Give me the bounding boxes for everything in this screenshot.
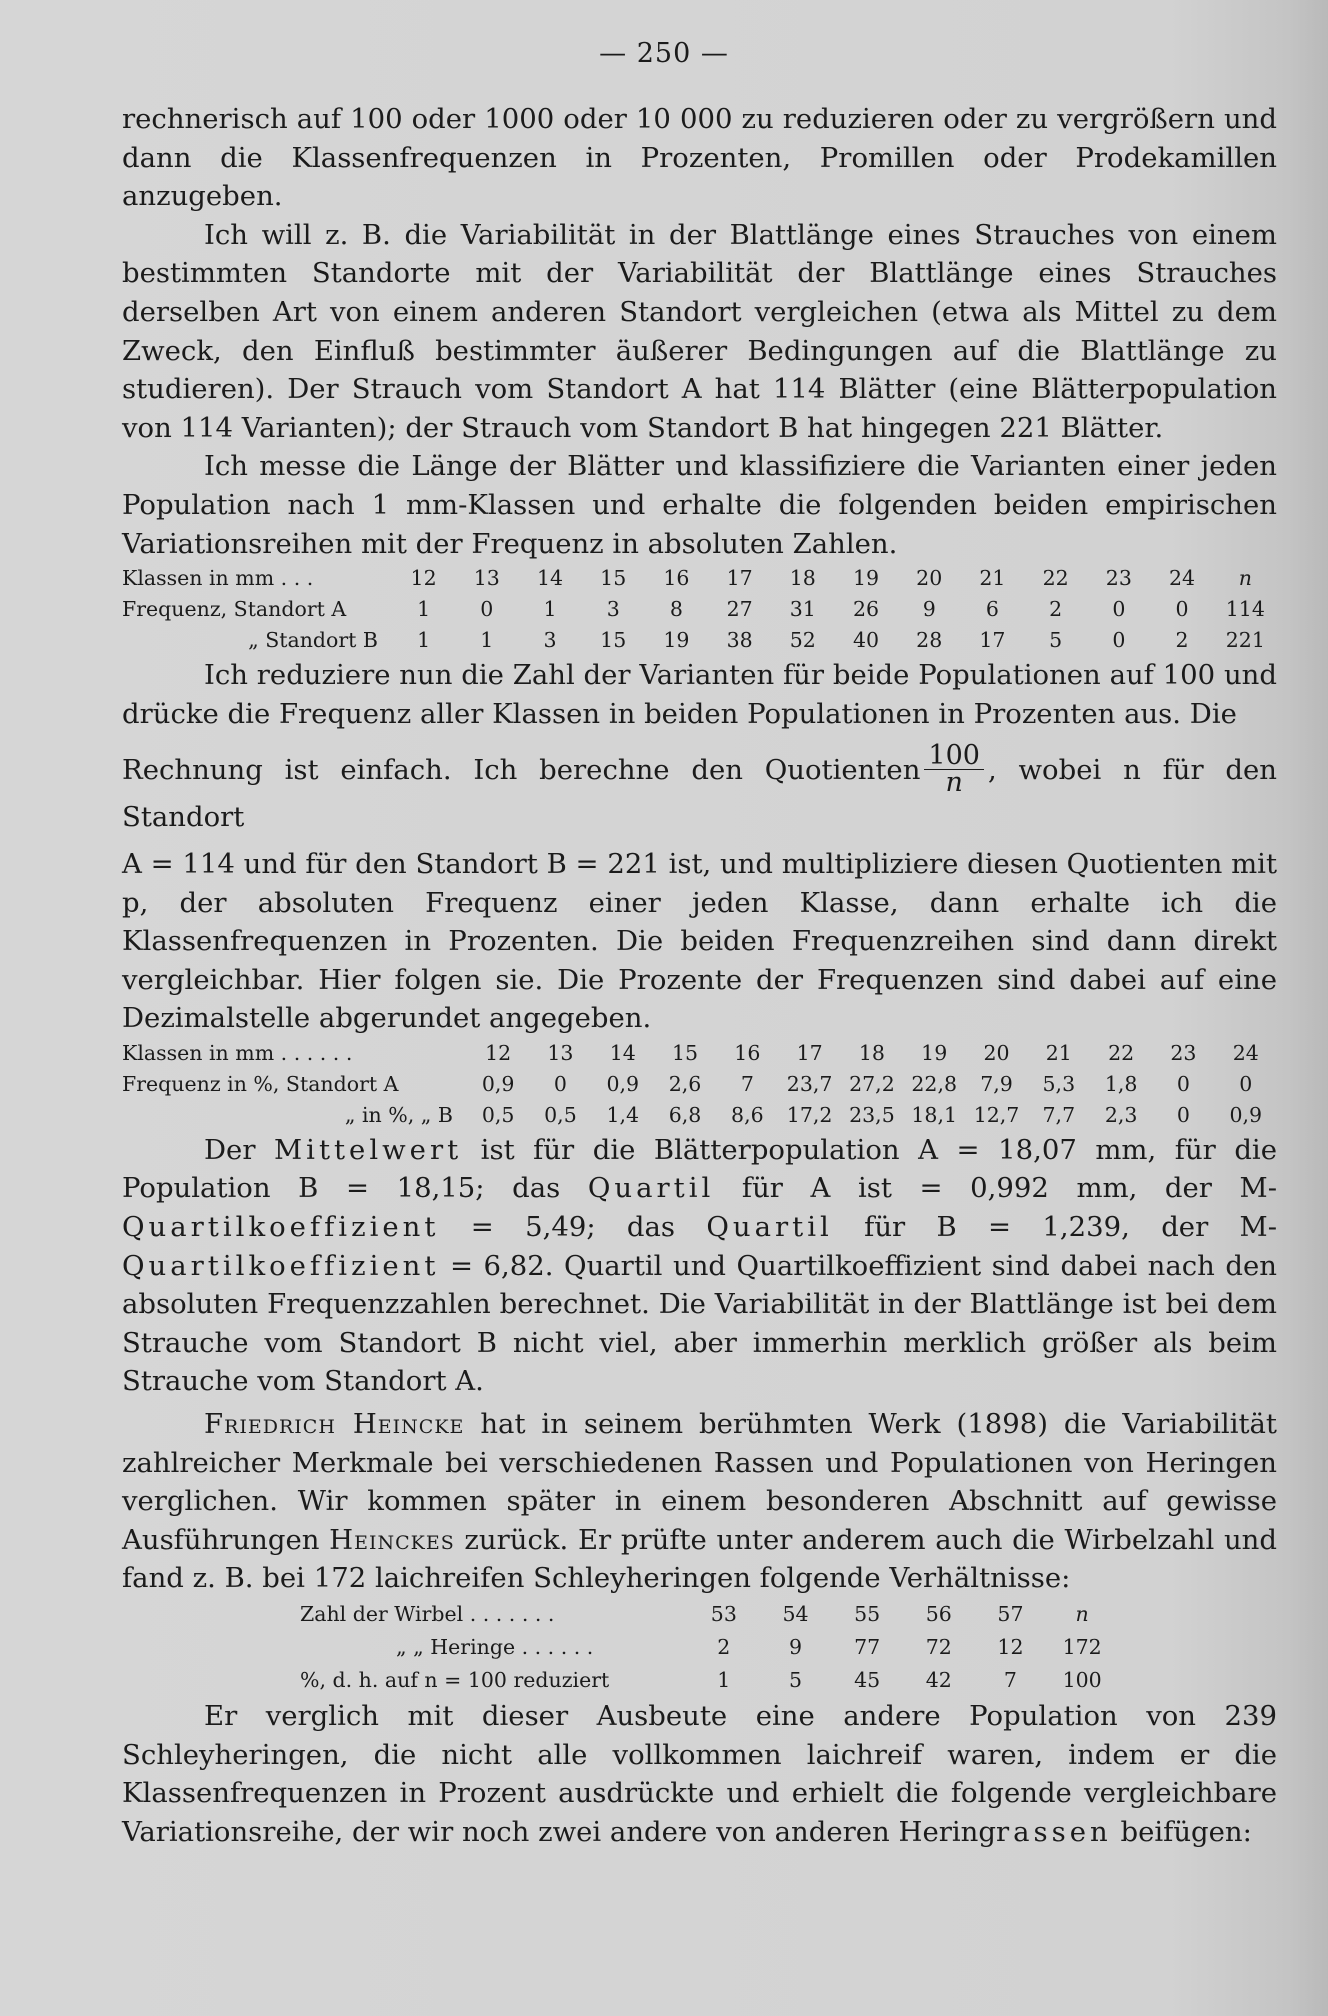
fraction: $\frac{100}{n}$ — [924, 743, 984, 796]
paragraph-4: Ich reduziere nun die Zahl der Varianten für beide Populationen auf 100 und drücke die Frequenz aller Klassen in beiden Populationen in Prozenten aus. Die — [122, 659, 1277, 730]
table-row: „ „ Heringe . . . . . . 2 9 77 72 12 172 — [300, 1631, 1118, 1664]
table-row: Zahl der Wirbel . . . . . . . 53 54 55 56 57 n — [300, 1598, 1118, 1631]
row-label: Klassen in mm . . . — [122, 566, 314, 591]
row-label: Zahl der Wirbel . . . . . . . — [300, 1602, 555, 1626]
paragraph-8: Friedrich Heincke hat in seinem berühmten Werk (1898) die Variabilität zahlreicher Merkmale bei verschiedenen Rassen und Populationen von Heringen verglichen. Wir kommen später in einem besonderen Abschnitt auf gewisse Ausführungen Heinckes zurück. Er prüfte unter anderem auch die Wirbelzahl und fand z. B. bei 172 laichreifen Schleyheringen folgende Verhältnisse: — [122, 1408, 1277, 1595]
row-label: „ „ Heringe . . . . . . — [396, 1635, 594, 1659]
term-mittelwert: Mittelwert — [274, 1133, 463, 1166]
body-text — [122, 100, 1277, 1851]
table-row: %, d. h. auf n = 100 reduziert 1 5 45 42 7 100 — [300, 1664, 1118, 1697]
paragraph-3: Ich messe die Länge der Blätter und klassifiziere die Varianten einer jeden Population nach 1 mm-Klassen und erhalte die folgenden beiden empirischen Variationsreihen mit der Frequenz in absoluten Zahlen. — [122, 450, 1277, 560]
page-number: — 250 — — [599, 38, 729, 69]
term-rassen: rassen — [995, 1815, 1112, 1848]
table-vertebrae — [300, 1598, 1118, 1697]
paragraph-1: rechnerisch auf 100 oder 1000 oder 10 000 zu reduzieren oder zu vergrößern und dann die Klassenfrequenzen in Prozenten, Promillen oder Prodekamillen anzugeben. — [122, 103, 1277, 213]
table-row: „ Standort B 1 1 3 15 19 38 52 40 28 17 5 0 2 221 — [122, 625, 1277, 656]
row-label: Frequenz in %, Standort A — [122, 1071, 399, 1096]
term-quartil: Quartil — [706, 1211, 833, 1244]
row-label: %, d. h. auf n = 100 reduziert — [300, 1668, 610, 1692]
table-row: Frequenz in %, Standort A 0,9 0 0,9 2,6 7 23,7 27,2 22,8 7,9 5,3 1,8 0 0 — [122, 1069, 1277, 1100]
paragraph-5: Rechnung ist einfach. Ich berechne den Quotienten $\frac{100}{n}$ , wobei n für den Standort — [122, 740, 1277, 834]
table-row: Klassen in mm . . . 12 13 14 15 16 17 18 19 20 21 22 23 24 n — [122, 563, 1277, 594]
table-leaf-length-absolute — [122, 563, 1277, 656]
author-name: Friedrich Heincke — [204, 1408, 465, 1441]
table-leaf-length-percent — [122, 1038, 1277, 1131]
paragraph-9: Er verglich mit dieser Ausbeute eine andere Population von 239 Schleyheringen, die nicht alle vollkommen laichreif waren, indem er die Klassenfrequenzen in Prozent ausdrückte und erhielt die folgende vergleichbare Variationsreihe, der wir noch zwei andere von anderen Heringrassen beifügen: — [122, 1700, 1277, 1848]
row-label: Frequenz, Standort A — [122, 597, 347, 622]
author-name: Heinckes — [329, 1523, 455, 1556]
term-quartilkoeffizient: Quartilkoeffizient — [122, 1211, 440, 1244]
row-label: Klassen in mm . . . . . . — [122, 1040, 353, 1065]
paragraph-6: A = 114 und für den Standort B = 221 ist, und multipliziere diesen Quotienten mit p, der absoluten Frequenz einer jeden Klasse, dann erhalte ich die Klassenfrequenzen in Prozenten. Die beiden Frequenzreihen sind dann direkt vergleichbar. Hier folgen sie. Die Prozente der Frequenzen sind dabei auf eine Dezimalstelle abgerundet angegeben. — [122, 847, 1277, 1035]
term-quartilkoeffizient: Quartilkoeffizient — [122, 1249, 440, 1282]
table-row: Frequenz, Standort A 1 0 1 3 8 27 31 26 9 6 2 0 0 114 — [122, 594, 1277, 625]
term-quartil: Quartil — [587, 1172, 715, 1205]
table-row: Klassen in mm . . . . . . 12 13 14 15 16 17 18 19 20 21 22 23 24 — [122, 1038, 1277, 1069]
paragraph-7: Der Mittelwert ist für die Blätterpopulation A = 18,07 mm, für die Population B = 18,15; das Quartil für A ist = 0,992 mm, der M-Quartilkoeffizient = 5,49; das Quartil für B = 1,239, der M-Quartilkoeffizient = 6,82. Quartil und Quartilkoeffizient sind dabei nach den absoluten Frequenzzahlen berechnet. Die Variabilität in der Blattlänge ist bei dem Strauche vom Standort B nicht viel, aber immerhin merklich größer als beim Strauche vom Standort A. — [122, 1133, 1277, 1398]
paragraph-2: Ich will z. B. die Variabilität in der Blattlänge eines Strauches von einem bestimmten Standorte mit der Variabilität der Blattlänge eines Strauches derselben Art von einem anderen Standort vergleichen (etwa als Mittel zu dem Zweck, den Einfluß bestimmter äußerer Bedingungen auf die Blattlänge zu studieren). Der Strauch vom Standort A hat 114 Blätter (eine Blätterpopulation von 114 Varianten); der Strauch vom Standort B hat hingegen 221 Blätter. — [122, 218, 1277, 444]
row-label: „ in %, „ B — [344, 1102, 453, 1127]
table-row: „ in %, „ B 0,5 0,5 1,4 6,8 8,6 17,2 23,5 18,1 12,7 7,7 2,3 0 0,9 — [122, 1100, 1277, 1131]
row-label: „ Standort B — [248, 628, 378, 653]
